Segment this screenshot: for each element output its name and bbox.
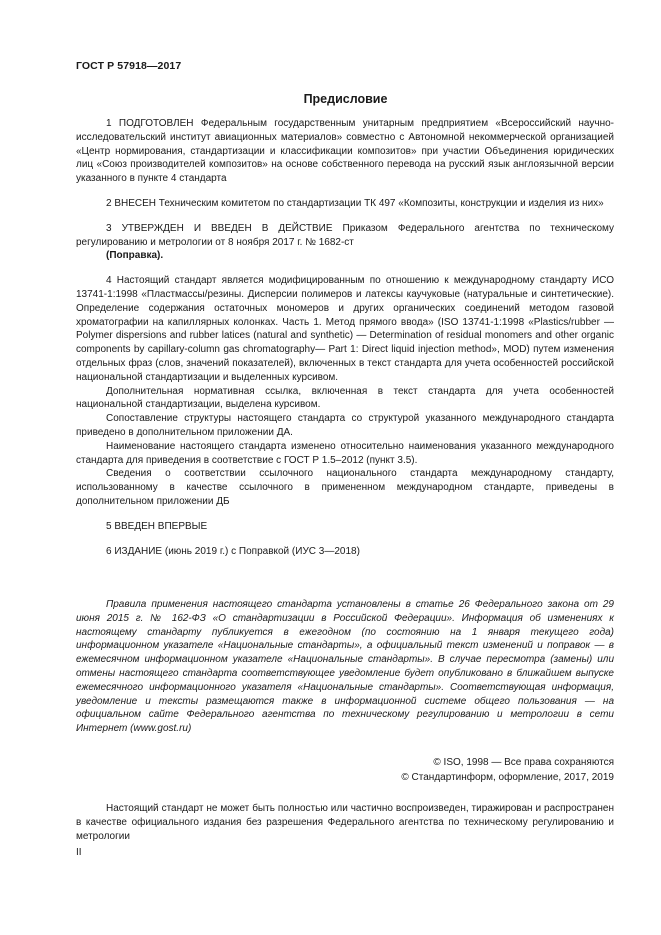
section-5: 5 ВВЕДЕН ВПЕРВЫЕ <box>106 520 208 532</box>
section-4: 4 Настоящий стандарт является модифицированным по отношению к международному стандарту ИСО 13741-1:1998 «Пластмассы/резины. Дисперсии полимеров и латексы каучуковые (натуральные и синтетические). Определение содержания остаточных мономеров и других органических соединений методом газовой хроматографии на капиллярных колонках. Часть 1. Метод прямого ввода» (ISO 13741-1:1998 «Plastics/rubber — Polymer dispersions and rubber latices (natural and synthetic) — Determination of residual monomers and other organic components by capillary-column gas chromatography— Part 1: Direct liquid injection method», MOD) путем изменения отдельных фраз (слов, значений показателей), включенных в текст стандарта для учета особенностей российской национальной стандартизации и выделенных курсивом. <box>76 275 614 383</box>
section-1: 1 ПОДГОТОВЛЕН Федеральным государственным унитарным предприятием «Всероссийский научно-исследовательский институт авиационных материалов» совместно с Автономной некоммерческой организацией «Центр нормирования, стандартизации и классификации композитов» при участии Объединения юридических лиц «Союз производителей композитов» на основе собственного перевода на русский язык англоязычной версии указанного в пункте 4 стандарта <box>76 118 614 185</box>
reproduction-text: Настоящий стандарт не может быть полностью или частично воспроизведен, тиражирован и распространен в качестве официального издания без разрешения Федерального агентства по техническому регулированию и метрологии <box>76 803 614 842</box>
section-3-amendment: (Поправка). <box>106 250 164 262</box>
standard-application-note <box>76 598 614 736</box>
reproduction-notice <box>76 802 614 843</box>
section-4-paragraph-2: Дополнительная нормативная ссылка, включенная в текст стандарта для учета особенностей национальной стандартизации, выделена курсивом. <box>76 385 614 411</box>
copyright-iso: © ISO, 1998 — Все права сохраняются <box>433 757 614 768</box>
section-2: 2 ВНЕСЕН Техническим комитетом по стандартизации ТК 497 «Композиты, конструкции и изделия из них» <box>106 197 604 209</box>
section-6: 6 ИЗДАНИЕ (июнь 2019 г.) с Поправкой (ИУС 3—2018) <box>106 545 360 557</box>
section-3: 3 УТВЕРЖДЕН И ВВЕДЕН В ДЕЙСТВИЕ Приказом Федерального агентства по техническому регулированию и метрологии от 8 ноября 2017 г. № 1682-ст <box>76 222 614 248</box>
standard-code: ГОСТ Р 57918—2017 <box>76 60 182 72</box>
copyright-block <box>401 755 614 785</box>
section-4-paragraph-5: Сведения о соответствии ссылочного национального стандарта международному стандарту, использованному в качестве ссылочного в примененном международном стандарте, приведены в дополнительном приложении ДБ <box>76 468 614 507</box>
page-number: II <box>76 847 82 858</box>
note-text: Правила применения настоящего стандарта установлены в статье 26 Федерального закона от 29 июня 2015 г. № 162-ФЗ «О стандартизации в Российской Федерации». Информация об изменениях к настоящему стандарту публикуется в ежегодном (по состоянию на 1 января текущего года) информационном указателе «Национальные стандарты», а официальный текст изменений и поправок — в ежемесячном информационном указателе «Национальные стандарты». В случае пересмотра (замены) или отмены настоящего стандарта соответствующее уведомление будет опубликовано в ближайшем выпуске ежемесячного информационного указателя «Национальные стандарты». Соответствующая информация, уведомление и тексты размещаются также в информационной системе общего пользования — на официальном сайте Федерального агентства по техническому регулированию и метрологии в сети Интернет (www.gost.ru) <box>76 599 614 735</box>
section-4-paragraph-3: Сопоставление структуры настоящего стандарта со структурой указанного международного стандарта приведено в дополнительном приложении ДА. <box>76 413 614 438</box>
section-4-paragraph-4: Наименование настоящего стандарта изменено относительно наименования указанного международного стандарта для приведения в соответствие с ГОСТ Р 1.5–2012 (пункт 3.5). <box>76 440 614 466</box>
foreword-body <box>76 117 614 558</box>
page-title: Предисловие <box>303 92 388 106</box>
copyright-standartinform: © Стандартинформ, оформление, 2017, 2019 <box>401 772 614 783</box>
